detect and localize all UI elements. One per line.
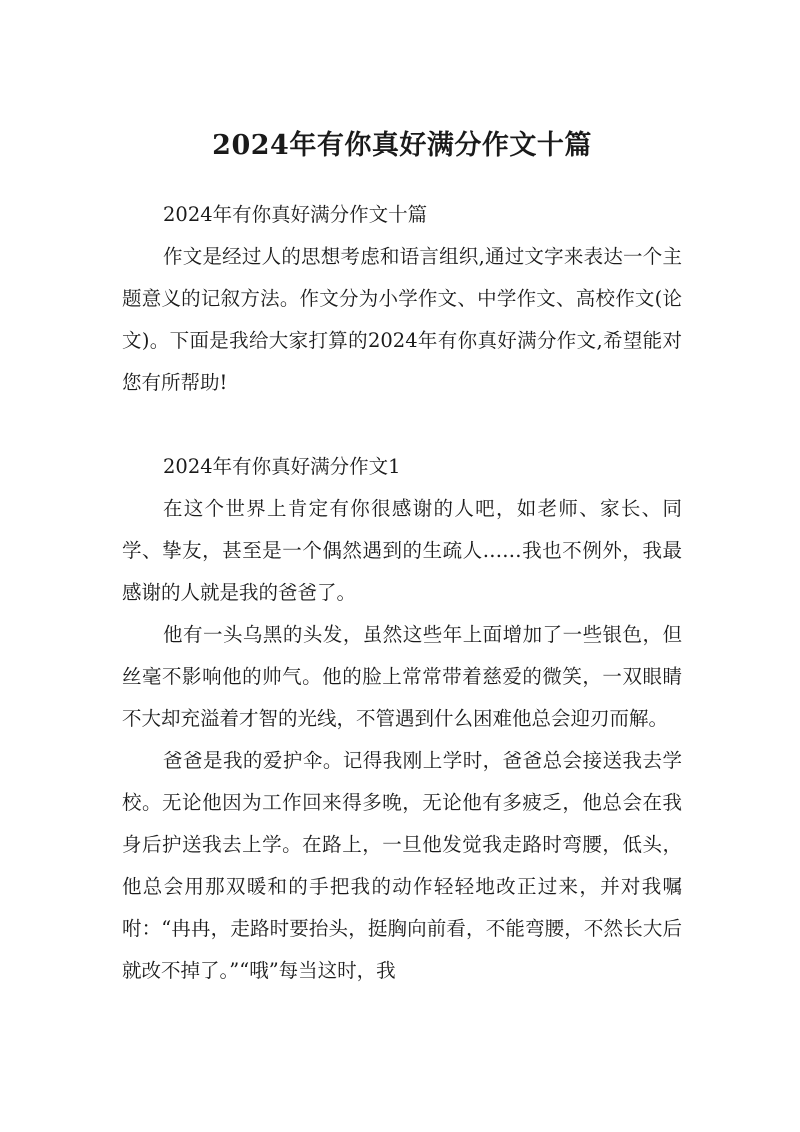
essay-paragraph: 在这个世界上肯定有你很感谢的人吧，如老师、家长、同学、挚友，甚至是一个偶然遇到的生疏人……我也不例外，我最感谢的人就是我的爸爸了。 bbox=[122, 497, 682, 604]
essay-paragraph: 爸爸是我的爱护伞。记得我刚上学时，爸爸总会接送我去学校。无论他因为工作回来得多晚，无论他有多疲乏，他总会在我身后护送我去上学。在路上，一旦他发觉我走路时弯腰，低头，他总会用那双暖和的手把我的动作轻轻地改正过来，并对我嘱咐：“冉冉，走路时要抬头，挺胸向前看，不能弯腰，不然长大后就改不掉了。”“哦”每当这时，我 bbox=[122, 749, 682, 982]
document-body bbox=[122, 194, 682, 992]
essay-heading: 2024年有你真好满分作文1 bbox=[163, 455, 401, 478]
intro-paragraph: 作文是经过人的思想考虑和语言组织,通过文字来表达一个主题意义的记叙方法。作文分为小学作文、中学作文、高校作文(论文)。下面是我给大家打算的2024年有你真好满分作文,希望能对您有所帮助! bbox=[122, 245, 682, 394]
document-subtitle: 2024年有你真好满分作文十篇 bbox=[163, 203, 428, 226]
paragraph-gap bbox=[122, 404, 682, 446]
essay-paragraph: 他有一头乌黑的头发，虽然这些年上面增加了一些银色，但丝毫不影响他的帅气。他的脸上常常带着慈爱的微笑，一双眼睛不大却充溢着才智的光线，不管遇到什么困难他总会迎刃而解。 bbox=[122, 623, 682, 730]
document-title: 2024年有你真好满分作文十篇 bbox=[212, 130, 592, 161]
